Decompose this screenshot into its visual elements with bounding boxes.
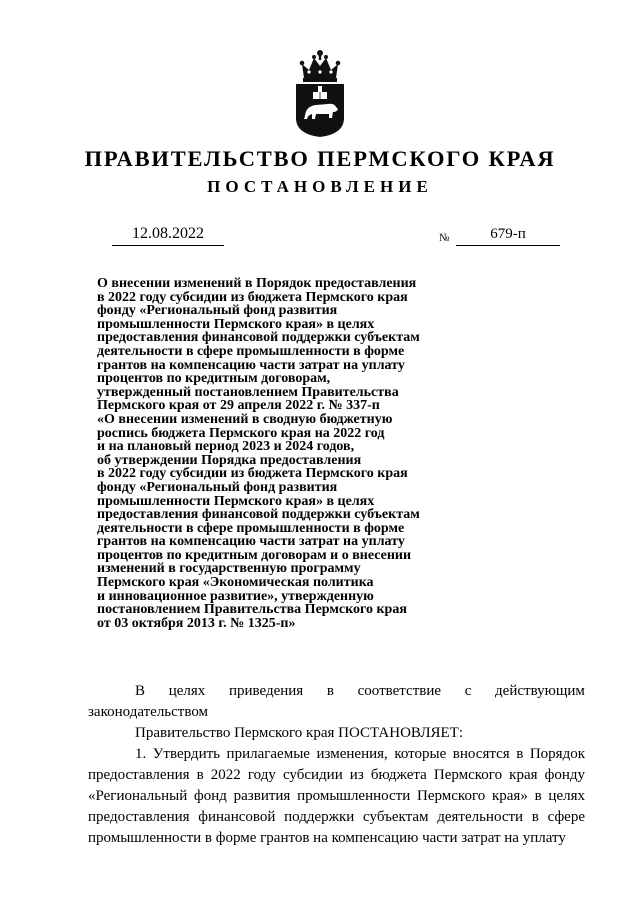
heading-line: деятельности в сфере промышленности в форме [97, 520, 405, 536]
heading-line: «О внесении изменений в сводную бюджетную [97, 411, 393, 427]
intro-word: соответствие [357, 683, 442, 699]
heading-line: Пермского края от 29 апреля 2022 г. № 337-п [97, 398, 380, 414]
intro-word: действующим [495, 683, 585, 699]
item-1-paragraph: 1. Утвердить прилагаемые изменения, которые вносятся в Порядок предоставления в 2022 году субсидии из бюджета Пермского края фонду «Региональный фонд развития промышленности Пермского края» в целях предоставления финансовой поддержки субъектам деятельности в сфере промышленности в форме грантов на компенсацию части затрат на уплату [88, 746, 585, 846]
heading-line: в 2022 году субсидии из бюджета Пермского края [97, 289, 408, 305]
heading-line: деятельности в сфере промышленности в форме [97, 343, 405, 359]
document-date: 12.08.2022 [112, 225, 224, 246]
heading-line: предоставления финансовой поддержки субъектам [97, 507, 420, 523]
intro-line [88, 681, 585, 702]
document-number: 679-п [456, 225, 560, 246]
document-heading [97, 277, 517, 630]
heading-line: процентов по кредитным договорам и о внесении [97, 547, 412, 563]
heading-line: утвержденный постановлением Правительства [97, 384, 399, 400]
coat-of-arms-icon [292, 48, 348, 138]
intro-word: с [464, 683, 472, 699]
heading-line: фонду «Региональный фонд развития [97, 303, 338, 319]
heading-line: промышленности Пермского края» в целях [97, 493, 375, 509]
heading-line: промышленности Пермского края» в целях [97, 316, 375, 332]
intro-word: В [135, 683, 146, 699]
intro-continuation: законодательством [88, 704, 209, 720]
document-type: ПОСТАНОВЛЕНИЕ [207, 177, 433, 196]
heading-line: и инновационное развитие», утвержденную [97, 588, 374, 604]
heading-line: процентов по кредитным договорам, [97, 371, 331, 387]
heading-line: грантов на компенсацию части затрат на уплату [97, 534, 405, 550]
document-body [88, 681, 585, 849]
heading-line: О внесении изменений в Порядок предоставления [97, 276, 417, 291]
heading-line: об утверждении Порядка предоставления [97, 452, 362, 468]
heading-line: Пермского края «Экономическая политика [97, 575, 374, 591]
number-sign: № [439, 232, 450, 244]
heading-line: грантов на компенсацию части затрат на уплату [97, 357, 405, 373]
heading-line: и на плановый период 2023 и 2024 годов, [97, 439, 355, 455]
heading-line: фонду «Региональный фонд развития [97, 479, 338, 495]
heading-line: роспись бюджета Пермского края на 2022 год [97, 425, 385, 441]
heading-line: предоставления финансовой поддержки субъектам [97, 330, 420, 346]
heading-line: изменений в государственную программу [97, 561, 361, 577]
intro-word: приведения [228, 683, 304, 699]
heading-line: от 03 октября 2013 г. № 1325-п» [97, 615, 296, 631]
organization-title: ПРАВИТЕЛЬСТВО ПЕРМСКОГО КРАЯ [84, 146, 556, 171]
resolution-statement: Правительство Пермского края ПОСТАНОВЛЯЕТ: [135, 725, 464, 741]
heading-line: постановлением Правительства Пермского края [97, 602, 407, 618]
intro-word: целях [168, 683, 206, 699]
intro-word: в [326, 683, 334, 699]
heading-line: в 2022 году субсидии из бюджета Пермского края [97, 466, 408, 482]
